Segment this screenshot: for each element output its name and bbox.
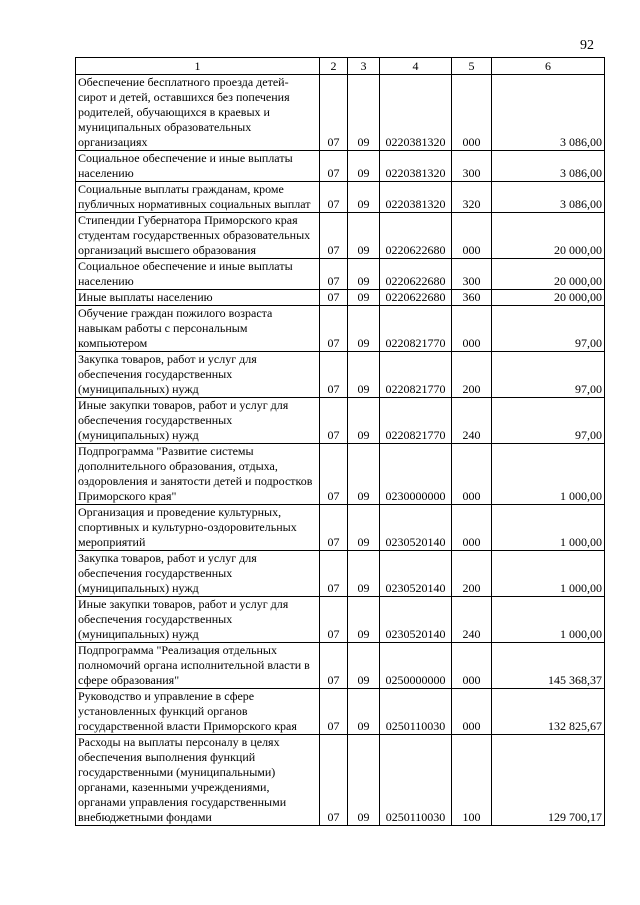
table-row (76, 444, 605, 505)
row-section-cell: 07 (320, 306, 348, 352)
table-row (76, 597, 605, 643)
row-expense-type-cell: 000 (452, 213, 492, 259)
header-cell-6: 6 (492, 58, 605, 75)
budget-table (75, 57, 605, 826)
row-name-cell: Иные закупки товаров, работ и услуг для обеспечения государственных (муниципальных) нужд (76, 398, 320, 444)
row-target-code-cell: 0220381320 (380, 75, 452, 151)
row-subsection-cell: 09 (348, 398, 380, 444)
row-expense-type-cell: 300 (452, 151, 492, 182)
row-expense-type-cell: 240 (452, 398, 492, 444)
row-expense-type-cell: 100 (452, 735, 492, 826)
row-expense-type-cell: 000 (452, 75, 492, 151)
row-section-cell: 07 (320, 213, 348, 259)
row-name-cell: Закупка товаров, работ и услуг для обеспечения государственных (муниципальных) нужд (76, 352, 320, 398)
row-target-code-cell: 0220622680 (380, 290, 452, 306)
row-section-cell: 07 (320, 551, 348, 597)
row-amount-cell: 20 000,00 (492, 259, 605, 290)
header-cell-2: 2 (320, 58, 348, 75)
row-name-cell: Подпрограмма "Реализация отдельных полномочий органа исполнительной власти в сфере образования" (76, 643, 320, 689)
row-target-code-cell: 0250110030 (380, 735, 452, 826)
row-section-cell: 07 (320, 505, 348, 551)
row-subsection-cell: 09 (348, 182, 380, 213)
row-section-cell: 07 (320, 352, 348, 398)
row-expense-type-cell: 000 (452, 689, 492, 735)
table-row (76, 551, 605, 597)
row-subsection-cell: 09 (348, 505, 380, 551)
row-target-code-cell: 0220622680 (380, 213, 452, 259)
row-target-code-cell: 0230520140 (380, 597, 452, 643)
row-name-cell: Обучение граждан пожилого возраста навыкам работы с персональным компьютером (76, 306, 320, 352)
row-subsection-cell: 09 (348, 151, 380, 182)
row-name-cell: Обеспечение бесплатного проезда детей-сирот и детей, оставшихся без попечения родителей, обучающихся в краевых и муниципальных образовательных организациях (76, 75, 320, 151)
table-row (76, 689, 605, 735)
table-row (76, 151, 605, 182)
table-row (76, 182, 605, 213)
row-name-cell: Организация и проведение культурных, спортивных и культурно-оздоровительных мероприятий (76, 505, 320, 551)
row-name-cell: Подпрограмма "Развитие системы дополнительного образования, отдыха, оздоровления и занятости детей и подростков Приморского края" (76, 444, 320, 505)
row-amount-cell: 20 000,00 (492, 213, 605, 259)
row-name-cell: Иные выплаты населению (76, 290, 320, 306)
row-target-code-cell: 0220381320 (380, 182, 452, 213)
header-cell-4: 4 (380, 58, 452, 75)
row-section-cell: 07 (320, 290, 348, 306)
table-row (76, 735, 605, 826)
row-section-cell: 07 (320, 75, 348, 151)
row-amount-cell: 129 700,17 (492, 735, 605, 826)
row-name-cell: Социальное обеспечение и иные выплаты населению (76, 259, 320, 290)
table-header-row (76, 58, 605, 75)
row-name-cell: Стипендии Губернатора Приморского края студентам государственных образовательных организаций высшего образования (76, 213, 320, 259)
row-subsection-cell: 09 (348, 75, 380, 151)
row-subsection-cell: 09 (348, 689, 380, 735)
table-row (76, 505, 605, 551)
row-section-cell: 07 (320, 444, 348, 505)
row-amount-cell: 1 000,00 (492, 551, 605, 597)
row-name-cell: Иные закупки товаров, работ и услуг для обеспечения государственных (муниципальных) нужд (76, 597, 320, 643)
row-amount-cell: 97,00 (492, 306, 605, 352)
row-subsection-cell: 09 (348, 290, 380, 306)
row-amount-cell: 97,00 (492, 398, 605, 444)
row-target-code-cell: 0220381320 (380, 151, 452, 182)
row-target-code-cell: 0220821770 (380, 306, 452, 352)
row-expense-type-cell: 240 (452, 597, 492, 643)
row-subsection-cell: 09 (348, 643, 380, 689)
row-subsection-cell: 09 (348, 259, 380, 290)
row-expense-type-cell: 000 (452, 505, 492, 551)
row-subsection-cell: 09 (348, 444, 380, 505)
row-amount-cell: 1 000,00 (492, 597, 605, 643)
row-subsection-cell: 09 (348, 213, 380, 259)
table-row (76, 643, 605, 689)
row-name-cell: Руководство и управление в сфере установленных функций органов государственной власти Приморского края (76, 689, 320, 735)
row-subsection-cell: 09 (348, 306, 380, 352)
table-row (76, 290, 605, 306)
row-section-cell: 07 (320, 259, 348, 290)
header-cell-1: 1 (76, 58, 320, 75)
table-row (76, 398, 605, 444)
row-amount-cell: 20 000,00 (492, 290, 605, 306)
row-amount-cell: 1 000,00 (492, 505, 605, 551)
row-target-code-cell: 0220821770 (380, 398, 452, 444)
row-section-cell: 07 (320, 735, 348, 826)
header-cell-5: 5 (452, 58, 492, 75)
row-target-code-cell: 0230000000 (380, 444, 452, 505)
row-expense-type-cell: 000 (452, 643, 492, 689)
table-row (76, 213, 605, 259)
row-expense-type-cell: 300 (452, 259, 492, 290)
page-number: 92 (580, 38, 594, 53)
row-amount-cell: 132 825,67 (492, 689, 605, 735)
row-target-code-cell: 0220821770 (380, 352, 452, 398)
row-section-cell: 07 (320, 182, 348, 213)
table-row (76, 75, 605, 151)
header-cell-3: 3 (348, 58, 380, 75)
row-expense-type-cell: 320 (452, 182, 492, 213)
row-section-cell: 07 (320, 689, 348, 735)
row-amount-cell: 3 086,00 (492, 151, 605, 182)
table-row (76, 352, 605, 398)
row-amount-cell: 145 368,37 (492, 643, 605, 689)
row-subsection-cell: 09 (348, 735, 380, 826)
row-target-code-cell: 0230520140 (380, 551, 452, 597)
row-section-cell: 07 (320, 398, 348, 444)
row-expense-type-cell: 000 (452, 306, 492, 352)
row-subsection-cell: 09 (348, 352, 380, 398)
table-row (76, 259, 605, 290)
row-name-cell: Расходы на выплаты персоналу в целях обеспечения выполнения функций государственными (муниципальными) органами, казенными учреждениями, органами управления государственными внебюджетными фондами (76, 735, 320, 826)
row-target-code-cell: 0220622680 (380, 259, 452, 290)
row-name-cell: Социальные выплаты гражданам, кроме публичных нормативных социальных выплат (76, 182, 320, 213)
row-expense-type-cell: 360 (452, 290, 492, 306)
row-name-cell: Социальное обеспечение и иные выплаты населению (76, 151, 320, 182)
row-expense-type-cell: 200 (452, 352, 492, 398)
row-target-code-cell: 0250110030 (380, 689, 452, 735)
row-subsection-cell: 09 (348, 551, 380, 597)
row-target-code-cell: 0230520140 (380, 505, 452, 551)
row-subsection-cell: 09 (348, 597, 380, 643)
row-section-cell: 07 (320, 151, 348, 182)
row-target-code-cell: 0250000000 (380, 643, 452, 689)
row-amount-cell: 3 086,00 (492, 75, 605, 151)
row-amount-cell: 1 000,00 (492, 444, 605, 505)
row-amount-cell: 97,00 (492, 352, 605, 398)
row-section-cell: 07 (320, 643, 348, 689)
row-expense-type-cell: 200 (452, 551, 492, 597)
table-row (76, 306, 605, 352)
row-amount-cell: 3 086,00 (492, 182, 605, 213)
row-section-cell: 07 (320, 597, 348, 643)
row-name-cell: Закупка товаров, работ и услуг для обеспечения государственных (муниципальных) нужд (76, 551, 320, 597)
row-expense-type-cell: 000 (452, 444, 492, 505)
